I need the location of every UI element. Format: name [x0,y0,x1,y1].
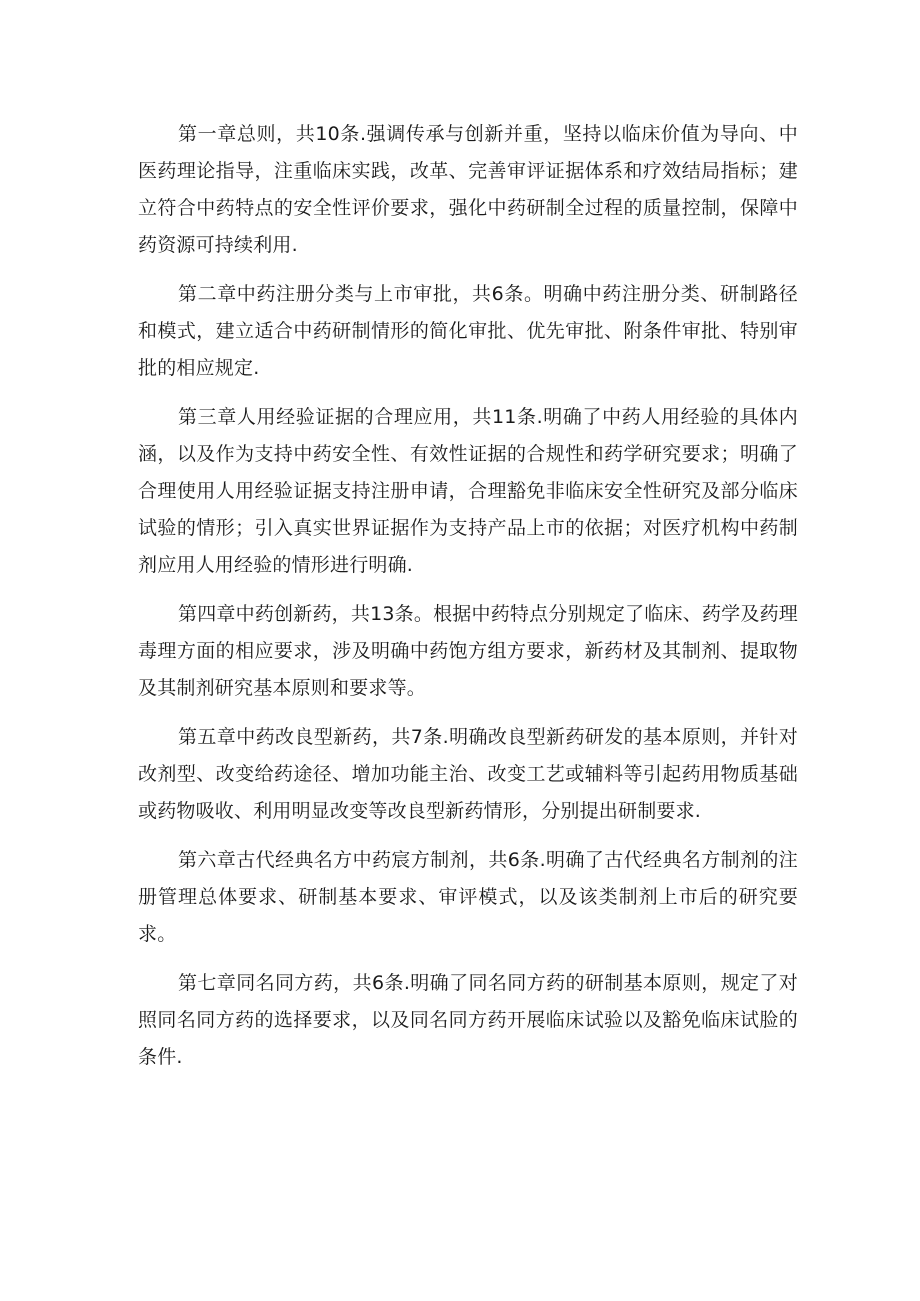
paragraph-chapter-2: 第二章中药注册分类与上市审批，共6条。明确中药注册分类、研制路径和模式，建立适合中药研制情形的简化审批、优先审批、附条件审批、特别审批的相应规定. [138,283,798,379]
paragraph-chapter-6: 第六章古代经典名方中药宸方制剂，共6条.明确了古代经典名方制剂的注册管理总体要求、研制基本要求、审评模式，以及该类制剂上市后的研究要求。 [138,849,798,945]
paragraph-chapter-5: 第五章中药改良型新药，共7条.明确改良型新药研发的基本原则，并针对改剂型、改变给药途径、增加功能主治、改变工艺或辅料等引起药用物质基础或药物吸收、利用明显改变等改良型新药情形，分别提出研制要求. [138,726,798,822]
paragraph-chapter-7: 第七章同名同方药，共6条.明确了同名同方药的研制基本原则，规定了对照同名同方药的选择要求，以及同名同方药开展临床试验以及豁免临床试脸的条件. [138,972,798,1068]
document-body [138,116,798,1088]
paragraph-chapter-1: 第一章总则，共10条.强调传承与创新并重，坚持以临床价值为导向、中医药理论指导，注重临床实践，改革、完善审评证据体系和疗效结局指标；建立符合中药特点的安全性评价要求，强化中药研制全过程的质量控制，保障中药资源可持续利用. [138,123,798,256]
paragraph-chapter-3: 第三章人用经验证据的合理应用，共11条.明确了中药人用经验的具体内涵，以及作为支持中药安全性、有效性证据的合规性和药学研究要求；明确了合理使用人用经验证据支持注册申请，合理豁免非临床安全性研究及部分临床试验的情形；引入真实世界证据作为支持产品上市的依据；对医疗机构中药制剂应用人用经验的情形进行明确. [138,406,798,576]
paragraph-chapter-4: 第四章中药创新药，共13条。根据中药特点分别规定了临床、药学及药理毒理方面的相应要求，涉及明确中药饱方组方要求，新药材及其制剂、提取物及其制剂研究基本原则和要求等。 [138,603,798,699]
